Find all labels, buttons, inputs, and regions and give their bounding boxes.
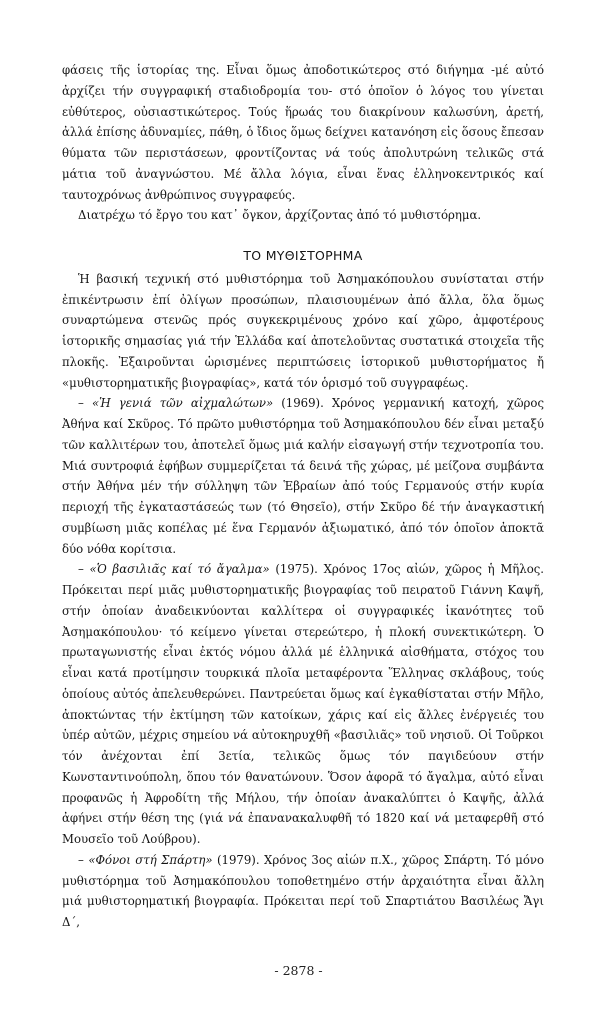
work-entry-genia — [62, 393, 544, 559]
intro-transition-paragraph: Διατρέχω τό ἔργο του κατ᾽ ὄγκον, ἀρχίζοντας ἀπό τό μυθιστόρημα. — [78, 208, 482, 223]
intro-paragraph: φάσεις τῆς ἱστορίας της. Εἶναι ὅμως ἀποδοτικώτερος στό διήγημα -μέ αὐτό ἀρχίζει τήν συγγραφική σταδιοδρομία του- στό ὁποῖον ὁ λόγος του γίνεται εὐθύτερος, οὐσιαστικώτερος. Τούς ἥρωάς του διακρίνουν καλωσύνη, ἀρετή, ἀλλά ἐπίσης ἀδυναμίες, πάθη, ὁ ἴδιος ὅμως δείχνει κατανόηση εἰς ὅσους ἔπεσαν θύματα τῶν περιστάσεων, φροντίζοντας νά τούς ἀπολυτρώνη τελικῶς στά μάτια τοῦ ἀναγνώστου. Μέ ἄλλα λόγια, εἶναι ἕνας ἑλληνοκεντρικός καί ταυτοχρόνως ἀνθρώπινος συγγραφεύς. — [62, 63, 544, 202]
spacer — [62, 226, 544, 234]
work-description: (1975). Χρόνος 17ος αἰών, χῶρος ἡ Μῆλος. Πρόκειται περί μιᾶς μυθιστορηματικῆς βιογραφίας τοῦ πειρατοῦ Γιάννη Καψῆ, στήν ὁποίαν ἀναδεικνύονται καλλίτερα οἱ συγγραφικές ἱκανότητες τοῦ Ἀσημακόπουλου· τό κείμενο γίνεται στερεώτερο, ἡ πλοκή συνεκτικώτερη. Ὁ πρωταγωνιστής εἶναι ἐκτός νόμου ἀλλά μέ ἑλληνικά αἰσθήματα, στόχος του εἶναι κατά προτίμησιν τουρκικά πλοῖα μεταφέροντα Ἕλληνας σκλάβους, τούς ὁποίους αὐτός ἀπελευθερώνει. Παντρεύεται ὅμως καί ἐγκαθίσταται στήν Μῆλο, ἀποκτώντας τήν ἐκτίμηση τῶν κατοίκων, χάρις καί εἰς ἄλλες ἐνέργειές του ὑπέρ αὐτῶν, μέχρις σημείου νά αὐτοκηρυχθῆ «βασιλιᾶς» τοῦ νησιοῦ. Οἱ Τοῦρκοι τόν ἀνέχονται ἐπί 3ετία, τελικῶς ὅμως τόν παγιδεύουν στήν Κωνσταντινούπολη, ὅπου τόν θανατώνουν. Ὅσον ἀφορᾶ τό ἄγαλμα, αὐτό εἶναι προφανῶς ἡ Ἀφροδίτη τῆς Μήλου, τήν ὁποίαν ἀνακαλύπτει ὁ Καψῆς, ἀλλά ἀφήνει στήν θέση της (γιά νά ἐπανανακαλυφθῆ τό 1820 καί νά μεταφερθῆ στό Μουσεῖο τοῦ Λούβρου). — [62, 562, 544, 846]
work-description: (1979). Χρόνος 3ος αἰών π.Χ., χῶρος Σπάρτη. Τό μόνο μυθιστόρημα τοῦ Ἀσημακόπουλου τοποθετημένο στήν ἀρχαιότητα εἶναι ἄλλη μιά μυθιστορηματική βιογραφία. Πρόκειται περί τοῦ Σπαρτιάτου Βασιλέως Ἄγι Δ´, — [62, 852, 544, 929]
work-entry-fonoi — [62, 850, 544, 933]
page-body — [62, 60, 544, 933]
entry-dash: – — [78, 562, 84, 577]
section-heading: ΤΟ ΜΥΘΙΣΤΟΡΗΜΑ — [243, 248, 363, 263]
work-description: (1969). Χρόνος γερμανική κατοχή, χῶρος Ἀθήνα καί Σκῦρος. Τό πρῶτο μυθιστόρημα τοῦ Ἀσημακόπουλου δέν εἶναι μεταξύ τῶν καλλιτέρων του, ἀποτελεῖ ὅμως μιά καλήν εἰσαγωγή στήν τεχνοτροπία του. Μιά συντροφιά ἐφήβων συμμερίζεται τά δεινά τῆς χώρας, μέ μείζονα συμβάντα στήν Ἀθήνα μέν τήν σύλληψη τῶν Ἑβραίων ἀπό τούς Γερμανούς στήν κυρία περιοχή τῆς ἐγκαταστάσεώς των (τό Θησεῖο), στήν Σκῦρο δέ τήν ἀναγκαστική συμβίωση μιᾶς κοπέλας μέ ἕνα Γερμανόν ἀξιωματικό, ἀπό τόν ὁποῖον ἀποκτᾶ δύο νόθα κορίτσια. — [62, 396, 545, 556]
work-title: «Φόνοι στή Σπάρτη» — [88, 852, 213, 867]
page-number: - 2878 - — [274, 963, 323, 978]
work-title: «Ὁ βασιλιᾶς καί τό ἄγαλμα» — [89, 562, 270, 577]
entry-dash: – — [78, 396, 84, 411]
work-entry-vasilias — [62, 559, 544, 850]
entry-dash: – — [78, 852, 84, 867]
section-intro-paragraph: Ἡ βασική τεχνική στό μυθιστόρημα τοῦ Ἀσημακόπουλου συνίσταται στήν ἐπικέντρωσιν ἐπί ὀλίγων προσώπων, πλαισιουμένων ἀπό ἄλλα, ὅλα ὅμως συναρτώμενα στενῶς πρός συγκεκριμένους χρόνο καί χῶρο, ἀμφοτέρους ἱστορικῆς σημασίας γιά τήν Ἑλλάδα καί ἀποτελοῦντας συστατικά στοιχεῖα τῆς πλοκῆς. Ἐξαιροῦνται ὡρισμένες περιπτώσεις ἱστορικοῦ μυθιστορήματος ἤ «μυθιστορηματικῆς βιογραφίας», κατά τόν ὁρισμό τοῦ συγγραφέως. — [62, 271, 544, 390]
work-title: «Ἡ γενιά τῶν αἰχμαλώτων» — [91, 396, 274, 411]
